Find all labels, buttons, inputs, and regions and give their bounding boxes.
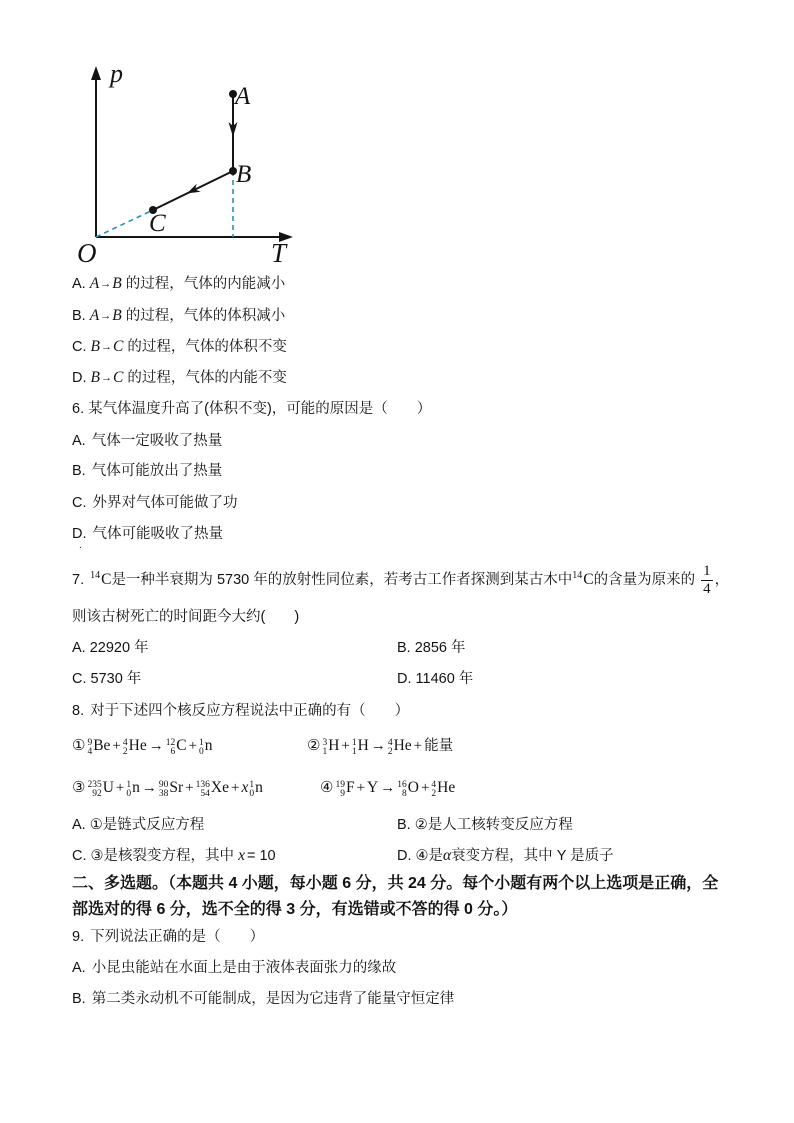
nuclide-numbers xyxy=(126,781,131,799)
nuclide xyxy=(351,737,369,757)
nuclide-numbers xyxy=(397,781,407,799)
element-symbol: C xyxy=(101,571,112,588)
state-to: C xyxy=(113,338,124,355)
point-c-label: C xyxy=(149,210,166,237)
option-label: A. xyxy=(72,276,86,292)
option-text: 的过程，气体的内能减小 xyxy=(125,276,286,292)
process-arrow: → xyxy=(101,341,112,353)
q6-stem xyxy=(72,399,431,419)
mass-number: 4 xyxy=(431,780,437,790)
atomic-number: 6 xyxy=(170,747,176,757)
q7-option-a xyxy=(72,638,149,658)
plus-sign: + xyxy=(341,738,350,754)
plus-sign: + xyxy=(420,780,430,796)
element-symbol: C xyxy=(176,737,187,754)
mass-number: 14 xyxy=(90,570,101,581)
element-symbol: F xyxy=(345,779,355,796)
plus-sign: + xyxy=(112,738,121,754)
question-number: 8. xyxy=(72,703,85,719)
mass-number: 1 xyxy=(249,780,255,790)
option-text-tail: = 10 xyxy=(246,848,276,864)
nuclide xyxy=(387,737,412,757)
nuclide-numbers xyxy=(166,739,176,757)
q5-option-a xyxy=(72,274,285,294)
option-label: D. xyxy=(72,370,87,386)
element-symbol: C xyxy=(583,571,594,588)
option-label: B. xyxy=(72,308,86,324)
mass-number: 12 xyxy=(165,738,176,748)
q7-option-b xyxy=(397,638,466,658)
q7-stem xyxy=(72,563,729,597)
origin-to-c-dashed-guide xyxy=(96,210,153,237)
element-symbol: U xyxy=(102,779,114,796)
process-arrow: → xyxy=(100,278,112,290)
variable-x: x xyxy=(238,847,245,864)
q9-option-a xyxy=(72,958,396,978)
reaction-arrow: → xyxy=(141,780,157,796)
element-symbol: Sr xyxy=(169,779,184,796)
nuclide-numbers xyxy=(87,739,92,757)
element-symbol: Xe xyxy=(210,779,229,796)
equation-2 xyxy=(307,732,453,760)
option-label: D. xyxy=(72,526,87,542)
section-heading-line-2: 部选对的得 6 分，选不全的得 3 分，有选错或不答的得 0 分。） xyxy=(72,901,518,918)
option-text-tail: 衰变方程，其中 Y 是质子 xyxy=(451,848,614,864)
mass-number: 3 xyxy=(322,738,328,748)
nuclide-numbers xyxy=(322,739,327,757)
equation-1 xyxy=(72,732,213,760)
alpha-symbol: α xyxy=(443,847,452,864)
mass-number: 16 xyxy=(397,780,407,790)
option-text: 22920 年 xyxy=(89,640,149,656)
nuclide xyxy=(87,737,111,757)
process-arrow: → xyxy=(100,310,112,322)
nuclide xyxy=(431,779,456,799)
q7-option-c xyxy=(72,669,141,689)
nuclide xyxy=(195,779,229,799)
q6-option-c xyxy=(72,493,238,513)
reaction-arrow: → xyxy=(380,780,396,796)
q8-option-b xyxy=(397,815,573,835)
element-symbol: He xyxy=(128,737,147,754)
option-label: D. xyxy=(397,671,412,687)
plus-sign: + xyxy=(188,738,198,754)
state-from: A xyxy=(89,307,100,324)
atomic-number: 38 xyxy=(158,789,169,799)
question-text: 则该古树死亡的时间距今大约( ) xyxy=(72,609,300,625)
nuclide-numbers xyxy=(249,781,254,799)
nuclide xyxy=(397,779,419,799)
option-text: ④是 xyxy=(415,848,444,864)
option-text: 5730 年 xyxy=(90,671,142,687)
nuclide-numbers xyxy=(431,781,436,799)
atomic-number: 9 xyxy=(340,789,345,799)
option-label: B. xyxy=(397,640,411,656)
option-label: C. xyxy=(72,495,87,511)
process-arrow: → xyxy=(101,372,112,384)
atomic-number: 8 xyxy=(402,789,407,799)
p-t-diagram xyxy=(0,0,320,272)
option-label: C. xyxy=(72,339,87,355)
nuclide-numbers xyxy=(87,781,101,799)
nuclide xyxy=(241,779,263,799)
reaction-arrow: → xyxy=(148,738,164,754)
plus-sign: + xyxy=(413,738,423,754)
reaction-arrow: → xyxy=(370,738,386,754)
option-text: 11460 年 xyxy=(415,671,474,687)
mass-number: 9 xyxy=(87,738,93,748)
equation-marker: ③ xyxy=(72,779,86,796)
question-text: 某气体温度升高了(体积不变)，可能的原因是（ ） xyxy=(88,401,432,417)
option-label: A. xyxy=(72,817,86,833)
unknown-particle-symbol: Y xyxy=(367,779,379,796)
plus-sign: + xyxy=(230,780,240,796)
option-text: 第二类永动机不可能制成，是因为它违背了能量守恒定律 xyxy=(91,991,455,1007)
equation-marker: ④ xyxy=(320,779,334,796)
nuclide-numbers xyxy=(352,739,357,757)
option-text: 气体可能放出了热量 xyxy=(91,463,223,479)
option-label: B. xyxy=(72,991,86,1007)
option-label: A. xyxy=(72,960,86,976)
q6-option-a xyxy=(72,431,222,451)
question-number: 6. xyxy=(72,401,85,417)
question-text: ， xyxy=(714,572,730,588)
nuclide-numbers xyxy=(199,739,204,757)
q5-option-c xyxy=(72,337,287,357)
nuclide-numbers xyxy=(388,739,393,757)
point-a-label: A xyxy=(235,83,251,110)
element-symbol: n xyxy=(204,737,213,754)
q9-stem xyxy=(72,927,264,947)
p-axis-arrowhead xyxy=(91,66,101,80)
mass-number: 14 xyxy=(572,570,583,581)
nuclide xyxy=(122,737,147,757)
element-symbol: n xyxy=(132,779,140,796)
atomic-number: 2 xyxy=(122,747,128,757)
option-label: B. xyxy=(397,817,411,833)
q8-stem xyxy=(72,701,409,721)
nuclide xyxy=(335,779,355,799)
option-text: 外界对气体可能做了功 xyxy=(92,495,238,511)
option-label: C. xyxy=(72,671,87,687)
mass-number: 19 xyxy=(335,780,345,790)
fraction-one-quarter xyxy=(701,564,713,597)
element-symbol: O xyxy=(407,779,419,796)
nuclide xyxy=(158,779,184,799)
mass-number: 1 xyxy=(351,738,357,748)
question-number: 9. xyxy=(72,929,85,945)
mass-number: 4 xyxy=(122,738,128,748)
option-label: D. xyxy=(397,848,412,864)
mass-number: 136 xyxy=(195,780,210,790)
q7-option-d xyxy=(397,669,473,689)
equation-marker: ① xyxy=(72,737,86,754)
origin-label: O xyxy=(77,238,97,268)
atomic-number: 0 xyxy=(126,789,132,799)
atomic-number: 4 xyxy=(87,747,93,757)
t-axis-label: T xyxy=(271,238,287,268)
option-text: 的过程，气体的体积不变 xyxy=(127,339,287,355)
question-number: 7. xyxy=(72,572,85,588)
element-symbol: He xyxy=(437,779,456,796)
option-text: ②是人工核转变反应方程 xyxy=(414,817,573,833)
mass-number: 90 xyxy=(158,780,169,790)
mass-number: 1 xyxy=(126,780,132,790)
fraction-denominator: 4 xyxy=(703,580,711,597)
plus-sign: + xyxy=(185,780,194,796)
element-symbol: n xyxy=(255,779,263,796)
option-text: 小昆虫能站在水面上是由于液体表面张力的缘故 xyxy=(91,960,397,976)
option-label: C. xyxy=(72,848,87,864)
equation-4 xyxy=(320,774,455,802)
q5-option-b xyxy=(72,306,285,326)
atomic-number: 92 xyxy=(92,789,102,799)
nuclide-numbers xyxy=(335,781,345,799)
atomic-number: 2 xyxy=(387,747,393,757)
fraction-numerator: 1 xyxy=(703,562,711,579)
state-to: B xyxy=(112,275,122,292)
nuclide xyxy=(165,737,187,757)
q6-option-d xyxy=(72,524,223,544)
nuclide-numbers xyxy=(159,781,169,799)
atomic-number: 1 xyxy=(351,747,357,757)
point-b-label: B xyxy=(236,161,252,188)
option-label: A. xyxy=(72,433,86,449)
stray-mark: . xyxy=(79,540,82,551)
option-text: 气体可能吸收了热量 xyxy=(92,526,223,542)
neutron-coefficient: x xyxy=(241,779,249,796)
equation-3 xyxy=(72,774,263,802)
option-text: ①是链式反应方程 xyxy=(89,817,205,833)
option-label: A. xyxy=(72,640,86,656)
option-label: B. xyxy=(72,463,86,479)
option-text: 的过程，气体的体积减小 xyxy=(125,308,286,324)
nuclide xyxy=(322,737,340,757)
q9-option-b xyxy=(72,989,454,1009)
element-symbol: He xyxy=(393,737,412,754)
element-symbol: Be xyxy=(93,737,111,754)
mass-number: 235 xyxy=(87,780,102,790)
element-symbol: H xyxy=(357,737,369,754)
nuclide-numbers xyxy=(123,739,128,757)
plus-sign: + xyxy=(115,780,125,796)
state-to: C xyxy=(113,369,124,386)
q8-option-d xyxy=(397,846,614,866)
nuclide xyxy=(199,737,213,757)
nuclide-numbers xyxy=(196,781,210,799)
question-text: 的含量为原来的 xyxy=(593,572,696,588)
option-text: 2856 年 xyxy=(414,640,466,656)
atomic-number: 0 xyxy=(249,789,255,799)
q7-stem-line-2 xyxy=(72,607,299,627)
atomic-number: 1 xyxy=(322,747,328,757)
state-from: A xyxy=(89,275,100,292)
option-text: ③是核裂变方程，其中 xyxy=(90,848,235,864)
question-text: 对于下述四个核反应方程说法中正确的有（ ） xyxy=(90,703,410,719)
mass-number: 1 xyxy=(199,738,204,748)
q5-option-d xyxy=(72,368,287,388)
plus-sign: + xyxy=(356,780,366,796)
atomic-number: 2 xyxy=(431,789,437,799)
q6-option-b xyxy=(72,461,222,481)
energy-term: 能量 xyxy=(424,738,454,754)
atomic-number: 54 xyxy=(200,789,210,799)
q8-option-a xyxy=(72,815,204,835)
question-text: 下列说法正确的是（ ） xyxy=(90,929,265,945)
section-heading-line-1: 二、多选题。（本题共 4 小题，每小题 6 分，共 24 分。每个小题有两个以上选项是正确，全 xyxy=(72,875,719,892)
option-text: 的过程，气体的内能不变 xyxy=(127,370,287,386)
equation-marker: ② xyxy=(307,737,321,754)
element-symbol: H xyxy=(328,737,340,754)
atomic-number: 0 xyxy=(199,747,204,757)
nuclide xyxy=(126,779,140,799)
option-text: 气体一定吸收了热量 xyxy=(91,433,223,449)
mass-number: 4 xyxy=(387,738,393,748)
question-text: 是一种半衰期为 5730 年的放射性同位素，若考古工作者探测到某古木中 xyxy=(111,572,573,588)
state-to: B xyxy=(112,307,122,324)
nuclide xyxy=(87,779,114,799)
q8-option-c xyxy=(72,846,276,866)
state-from: B xyxy=(90,338,100,355)
state-from: B xyxy=(90,369,100,386)
p-axis-label: p xyxy=(110,59,123,88)
